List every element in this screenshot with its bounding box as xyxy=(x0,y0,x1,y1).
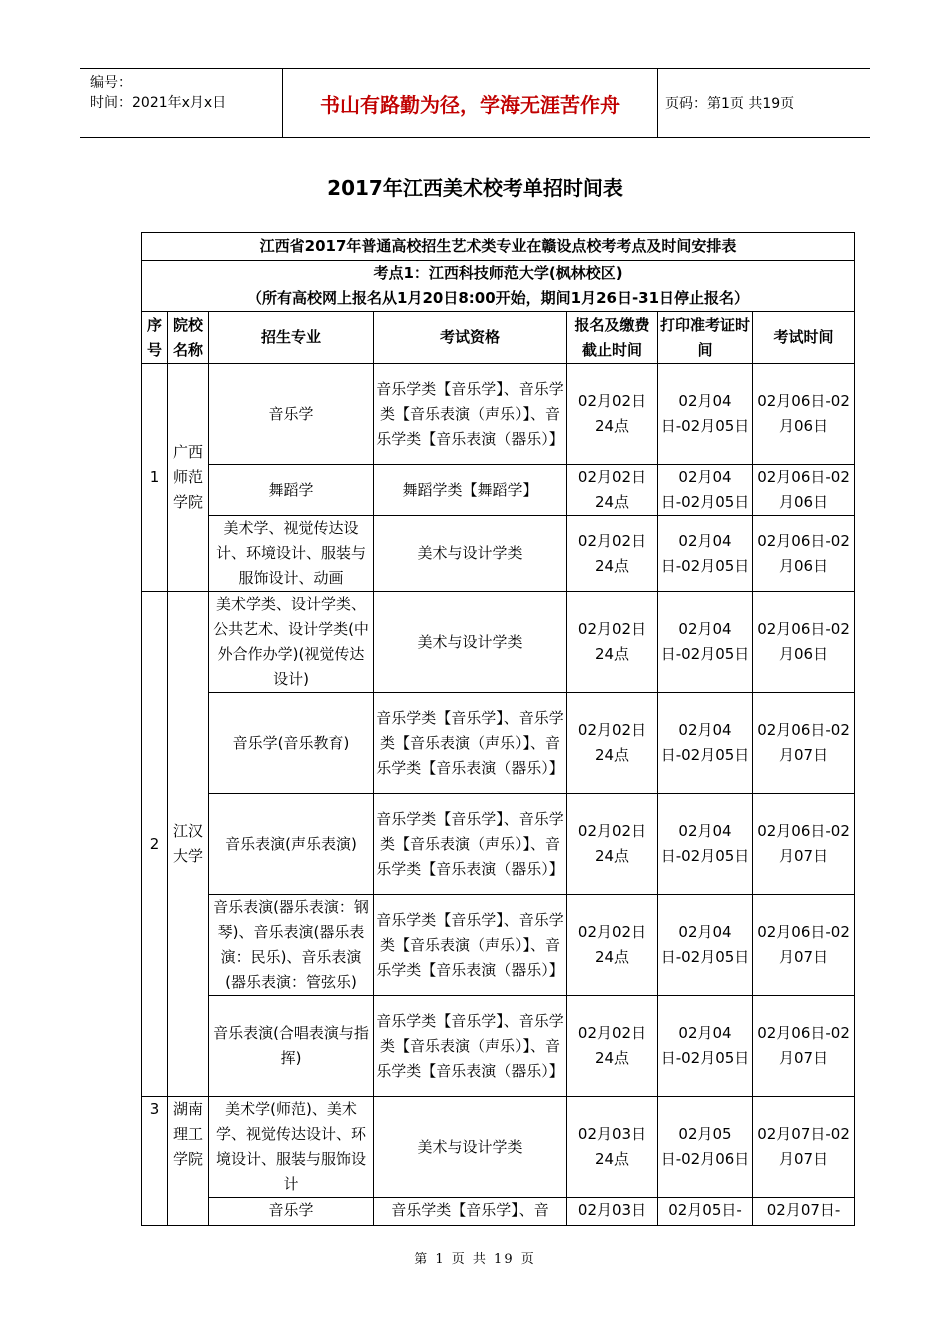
major-cell: 美术学类、设计学类、公共艺术、设计学类(中外合作办学)(视觉传达设计) xyxy=(209,592,374,693)
qualification-cell: 舞蹈学类【舞蹈学】 xyxy=(374,465,567,516)
exam-time-cell: 02月06日-02月07日 xyxy=(753,895,855,996)
school-seq: 3 xyxy=(142,1097,168,1226)
print-time-cell: 02月04日-02月05日 xyxy=(658,592,753,693)
header-page-code: 页码：第1页 共19页 xyxy=(665,96,795,112)
page-header xyxy=(80,68,870,138)
table-row xyxy=(142,996,855,1097)
exam-time-cell: 02月07日-02月07日 xyxy=(753,1097,855,1198)
qualification-cell: 音乐学类【音乐学】、音乐学类【音乐表演（声乐）】、音乐学类【音乐表演（器乐）】 xyxy=(374,693,567,794)
print-time-cell: 02月05日-02月06日 xyxy=(658,1097,753,1198)
school-seq: 2 xyxy=(142,592,168,1097)
table-row xyxy=(142,693,855,794)
exam-time-cell: 02月06日-02月06日 xyxy=(753,465,855,516)
print-time-cell: 02月04日-02月05日 xyxy=(658,465,753,516)
table-title: 江西省2017年普通高校招生艺术类专业在赣设点校考考点及时间安排表 xyxy=(142,233,855,261)
school-seq: 1 xyxy=(142,364,168,592)
school-name: 广西师范学院 xyxy=(168,364,209,592)
deadline-cell: 02月02日24点 xyxy=(567,794,658,895)
exam-site xyxy=(142,261,855,312)
major-cell: 舞蹈学 xyxy=(209,465,374,516)
major-cell: 美术学(师范)、美术学、视觉传达设计、环境设计、服装与服饰设计 xyxy=(209,1097,374,1198)
print-time-cell: 02月04日-02月05日 xyxy=(658,895,753,996)
header-motto: 书山有路勤为径，学海无涯苦作舟 xyxy=(282,69,658,137)
qualification-cell: 音乐学类【音乐学】、音 xyxy=(374,1198,567,1226)
exam-time-cell: 02月06日-02月06日 xyxy=(753,592,855,693)
print-time-cell: 02月05日- xyxy=(658,1198,753,1226)
exam-site-line2: （所有高校网上报名从1月20日8:00开始，期间1月26日-31日停止报名） xyxy=(247,289,750,307)
major-cell: 音乐学 xyxy=(209,1198,374,1226)
exam-time-cell: 02月06日-02月06日 xyxy=(753,516,855,592)
table-row xyxy=(142,364,855,465)
major-cell: 音乐表演(合唱表演与指挥) xyxy=(209,996,374,1097)
exam-time-cell: 02月07日- xyxy=(753,1198,855,1226)
deadline-cell: 02月02日24点 xyxy=(567,465,658,516)
qualification-cell: 音乐学类【音乐学】、音乐学类【音乐表演（声乐）】、音乐学类【音乐表演（器乐）】 xyxy=(374,895,567,996)
col-header-deadline: 报名及缴费截止时间 xyxy=(567,312,658,364)
qualification-cell: 音乐学类【音乐学】、音乐学类【音乐表演（声乐）】、音乐学类【音乐表演（器乐）】 xyxy=(374,364,567,465)
col-header-school: 院校名称 xyxy=(168,312,209,364)
col-header-print: 打印准考证时间 xyxy=(658,312,753,364)
col-header-seq: 序号 xyxy=(142,312,168,364)
exam-time-cell: 02月06日-02月07日 xyxy=(753,794,855,895)
header-meta xyxy=(90,73,226,113)
table-row xyxy=(142,516,855,592)
qualification-cell: 音乐学类【音乐学】、音乐学类【音乐表演（声乐）】、音乐学类【音乐表演（器乐）】 xyxy=(374,794,567,895)
schedule-table xyxy=(141,232,855,1226)
qualification-cell: 音乐学类【音乐学】、音乐学类【音乐表演（声乐）】、音乐学类【音乐表演（器乐）】 xyxy=(374,996,567,1097)
deadline-cell: 02月02日24点 xyxy=(567,996,658,1097)
exam-site-line1: 考点1：江西科技师范大学(枫林校区) xyxy=(373,264,623,282)
page-footer: 第 1 页 共 19 页 xyxy=(414,1252,536,1267)
deadline-cell: 02月02日24点 xyxy=(567,895,658,996)
print-time-cell: 02月04日-02月05日 xyxy=(658,996,753,1097)
exam-time-cell: 02月06日-02月06日 xyxy=(753,364,855,465)
table-row xyxy=(142,794,855,895)
school-name: 湖南理工学院 xyxy=(168,1097,209,1226)
school-name: 江汉大学 xyxy=(168,592,209,1097)
col-header-qualification: 考试资格 xyxy=(374,312,567,364)
table-row xyxy=(142,592,855,693)
table-row xyxy=(142,1097,855,1198)
exam-time-cell: 02月06日-02月07日 xyxy=(753,996,855,1097)
table-row xyxy=(142,465,855,516)
document-title: 2017年江西美术校考单招时间表 xyxy=(327,176,623,200)
time-label: 时间：2021年x月x日 xyxy=(90,95,227,111)
major-cell: 音乐表演(器乐表演：钢琴)、音乐表演(器乐表演：民乐)、音乐表演(器乐表演：管弦乐) xyxy=(209,895,374,996)
major-cell: 音乐表演(声乐表演) xyxy=(209,794,374,895)
col-header-major: 招生专业 xyxy=(209,312,374,364)
qualification-cell: 美术与设计学类 xyxy=(374,592,567,693)
major-cell: 音乐学(音乐教育) xyxy=(209,693,374,794)
exam-time-cell: 02月06日-02月07日 xyxy=(753,693,855,794)
major-cell: 音乐学 xyxy=(209,364,374,465)
deadline-cell: 02月02日24点 xyxy=(567,364,658,465)
print-time-cell: 02月04日-02月05日 xyxy=(658,364,753,465)
major-cell: 美术学、视觉传达设计、环境设计、服装与服饰设计、动画 xyxy=(209,516,374,592)
qualification-cell: 美术与设计学类 xyxy=(374,1097,567,1198)
print-time-cell: 02月04日-02月05日 xyxy=(658,693,753,794)
deadline-cell: 02月02日24点 xyxy=(567,592,658,693)
deadline-cell: 02月02日24点 xyxy=(567,516,658,592)
col-header-exam: 考试时间 xyxy=(753,312,855,364)
qualification-cell: 美术与设计学类 xyxy=(374,516,567,592)
table-row xyxy=(142,895,855,996)
print-time-cell: 02月04日-02月05日 xyxy=(658,794,753,895)
number-label: 编号： xyxy=(90,75,132,91)
deadline-cell: 02月02日24点 xyxy=(567,693,658,794)
deadline-cell: 02月03日24点 xyxy=(567,1097,658,1198)
deadline-cell: 02月03日 xyxy=(567,1198,658,1226)
table-row xyxy=(142,1198,855,1226)
print-time-cell: 02月04日-02月05日 xyxy=(658,516,753,592)
